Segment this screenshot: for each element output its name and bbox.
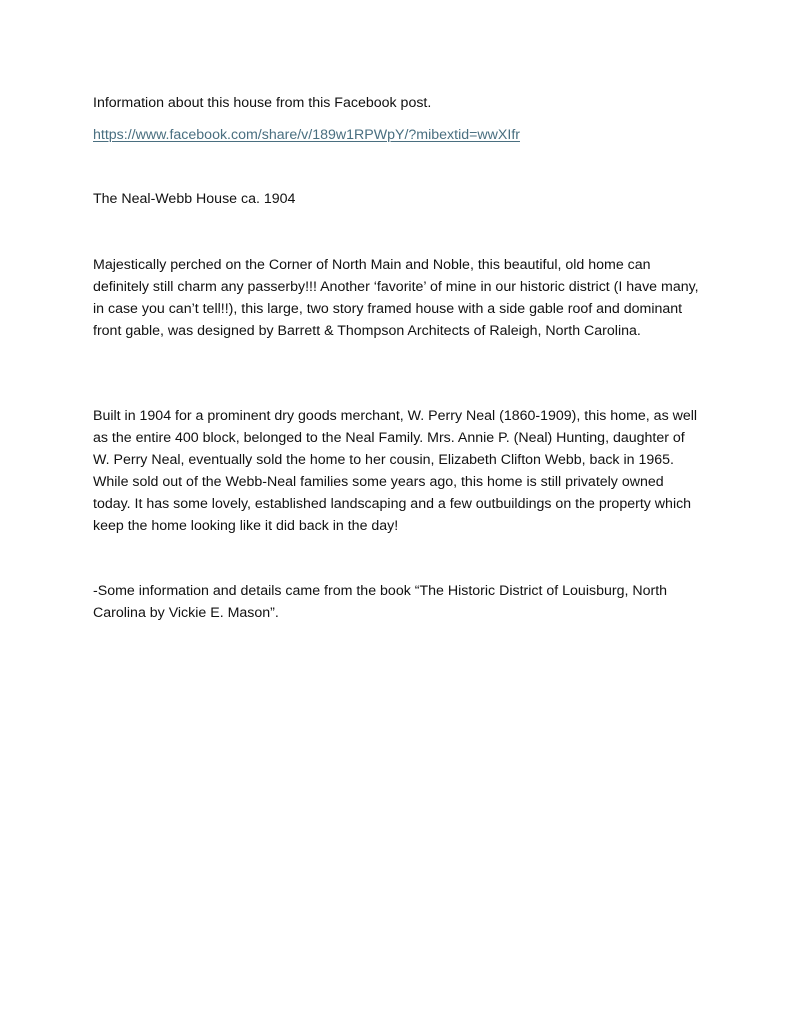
intro-text: Information about this house from this Facebook post. [93, 95, 432, 111]
facebook-post-link[interactable]: https://www.facebook.com/share/v/189w1RPWpY/?mibextid=wwXIfr [93, 127, 520, 143]
source-note: -Some information and details came from the book “The Historic District of Louisburg, North Carolina by Vickie E. Mason”. [93, 583, 668, 621]
house-title: The Neal-Webb House ca. 1904 [93, 191, 296, 207]
description-paragraph-2: Built in 1904 for a prominent dry goods merchant, W. Perry Neal (1860-1909), this home, as well as the entire 400 block, belonged to the Neal Family. Mrs. Annie P. (Neal) Hunting, daughter of W. Perry Neal, eventually sold the home to her cousin, Elizabeth Clifton Webb, back in 1965. While sold out of the Webb-Neal families some years ago, this home is still privately owned today. It has some lovely, established landscaping and a few outbuildings on the property which keep the home looking like it did back in the day! [93, 408, 698, 534]
description-paragraph-1: Majestically perched on the Corner of North Main and Noble, this beautiful, old home can definitely still charm any passerby!!! Another ‘favorite’ of mine in our historic district (I have many, in case you can’t tell!!), this large, two story framed house with a side gable roof and dominant front gable, was designed by Barrett & Thompson Architects of Raleigh, North Carolina. [93, 257, 699, 339]
